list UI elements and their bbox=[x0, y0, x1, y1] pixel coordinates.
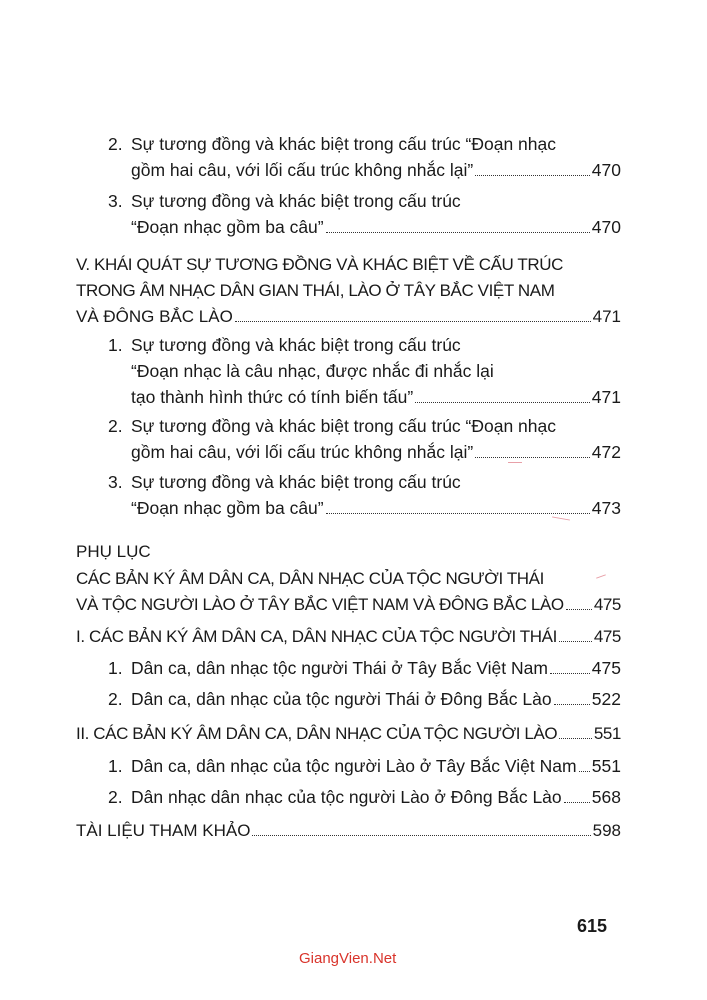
dot-leader bbox=[550, 672, 590, 674]
toc-item-line: “Đoạn nhạc là câu nhạc, được nhắc đi nhắc lại bbox=[131, 361, 494, 381]
toc-item-number: 1. bbox=[108, 756, 123, 776]
dot-leader bbox=[566, 608, 592, 610]
toc-page-ref: 551 bbox=[593, 724, 621, 743]
toc-item-line: Sự tương đồng và khác biệt trong cấu trúc bbox=[131, 191, 461, 211]
toc-page-ref: 475 bbox=[593, 627, 621, 646]
toc-heading-line: CÁC BẢN KÝ ÂM DÂN CA, DÂN NHẠC CỦA TỘC NGƯỜI THÁI bbox=[76, 569, 544, 588]
toc-item-last-line bbox=[76, 306, 621, 328]
dot-leader bbox=[475, 174, 590, 176]
toc-heading-line: VÀ ĐÔNG BẮC LÀO bbox=[76, 307, 233, 326]
toc-item-last-line bbox=[131, 159, 621, 181]
toc-item-line: Dân ca, dân nhạc tộc người Thái ở Tây Bắc Việt Nam bbox=[131, 658, 548, 678]
toc-item-line: Sự tương đồng và khác biệt trong cấu trúc bbox=[131, 335, 461, 355]
toc-page-ref: 471 bbox=[591, 387, 621, 407]
dot-leader bbox=[579, 770, 590, 772]
toc-item-number: 1. bbox=[108, 335, 123, 355]
dot-leader bbox=[235, 320, 591, 322]
toc-page-ref: 473 bbox=[591, 498, 621, 518]
toc-item-line: Sự tương đồng và khác biệt trong cấu trúc “Đoạn nhạc bbox=[131, 416, 557, 436]
toc-item-last-line bbox=[76, 723, 621, 745]
toc-page-ref: 470 bbox=[591, 160, 621, 180]
toc-page-ref: 522 bbox=[591, 689, 621, 709]
toc-item-line: tạo thành hình thức có tính biến tấu” bbox=[131, 387, 414, 407]
toc-item-last-line bbox=[131, 688, 621, 710]
toc-item-number: 3. bbox=[108, 191, 123, 211]
toc-item-number: 2. bbox=[108, 416, 123, 436]
toc-heading-line: V. KHÁI QUÁT SỰ TƯƠNG ĐỒNG VÀ KHÁC BIỆT VỀ CẤU TRÚC bbox=[76, 255, 564, 274]
toc-page-ref: 475 bbox=[593, 595, 621, 614]
toc-item-line: “Đoạn nhạc gồm ba câu” bbox=[131, 498, 324, 518]
appendix-heading: PHỤ LỤC bbox=[76, 542, 151, 561]
dot-leader bbox=[559, 737, 592, 739]
toc-item-last-line bbox=[131, 755, 621, 777]
dot-leader bbox=[475, 456, 590, 458]
toc-item-line: “Đoạn nhạc gồm ba câu” bbox=[131, 217, 324, 237]
toc-item-line: gồm hai câu, với lối cấu trúc không nhắc lại” bbox=[131, 160, 474, 180]
toc-item-last-line bbox=[131, 216, 621, 238]
toc-item-last-line bbox=[131, 441, 621, 463]
toc-item-number: 2. bbox=[108, 787, 123, 807]
toc-page-ref: 598 bbox=[592, 821, 621, 840]
toc-page-ref: 472 bbox=[591, 442, 621, 462]
toc-heading-line: VÀ TỘC NGƯỜI LÀO Ở TÂY BẮC VIỆT NAM VÀ ĐÔNG BẮC LÀO bbox=[76, 595, 564, 614]
toc-item-line: Dân nhạc dân nhạc của tộc người Lào ở Đông Bắc Lào bbox=[131, 787, 562, 807]
toc-item-line: gồm hai câu, với lối cấu trúc không nhắc lại” bbox=[131, 442, 474, 462]
toc-heading-line: TÀI LIỆU THAM KHẢO bbox=[76, 821, 251, 840]
toc-item-last-line bbox=[76, 594, 621, 616]
dot-leader bbox=[554, 703, 590, 705]
toc-item-last-line bbox=[131, 386, 621, 408]
dot-leader bbox=[252, 834, 590, 836]
toc-item-line: Dân ca, dân nhạc của tộc người Thái ở Đông Bắc Lào bbox=[131, 689, 552, 709]
toc-page-ref: 568 bbox=[591, 787, 621, 807]
dot-leader bbox=[415, 401, 590, 403]
toc-heading-line: I. CÁC BẢN KÝ ÂM DÂN CA, DÂN NHẠC CỦA TỘC NGƯỜI THÁI bbox=[76, 627, 557, 646]
toc-item-last-line bbox=[131, 657, 621, 679]
toc-item-line: Sự tương đồng và khác biệt trong cấu trúc bbox=[131, 472, 461, 492]
toc-heading-line: II. CÁC BẢN KÝ ÂM DÂN CA, DÂN NHẠC CỦA TỘC NGƯỜI LÀO bbox=[76, 724, 558, 743]
watermark: GiangVien.Net bbox=[299, 950, 397, 967]
toc-item-last-line bbox=[76, 820, 621, 842]
page-number: 615 bbox=[577, 916, 608, 936]
pen-mark bbox=[508, 462, 522, 463]
toc-item-number: 2. bbox=[108, 689, 123, 709]
toc-page-ref: 470 bbox=[591, 217, 621, 237]
dot-leader bbox=[564, 801, 590, 803]
dot-leader bbox=[326, 231, 590, 233]
toc-item-number: 2. bbox=[108, 134, 123, 154]
toc-heading-line: TRONG ÂM NHẠC DÂN GIAN THÁI, LÀO Ở TÂY BẮC VIỆT NAM bbox=[76, 281, 555, 300]
toc-page-ref: 551 bbox=[591, 756, 621, 776]
toc-item-last-line bbox=[131, 497, 621, 519]
pen-mark bbox=[596, 574, 606, 578]
toc-item-last-line bbox=[131, 786, 621, 808]
dot-leader bbox=[326, 512, 590, 514]
dot-leader bbox=[559, 640, 592, 642]
toc-item-number: 1. bbox=[108, 658, 123, 678]
toc-page-ref: 471 bbox=[592, 307, 621, 326]
toc-item-line: Dân ca, dân nhạc của tộc người Lào ở Tây Bắc Việt Nam bbox=[131, 756, 577, 776]
toc-item-number: 3. bbox=[108, 472, 123, 492]
toc-item-line: Sự tương đồng và khác biệt trong cấu trúc “Đoạn nhạc bbox=[131, 134, 557, 154]
toc-page-ref: 475 bbox=[591, 658, 621, 678]
toc-item-last-line bbox=[76, 626, 621, 648]
